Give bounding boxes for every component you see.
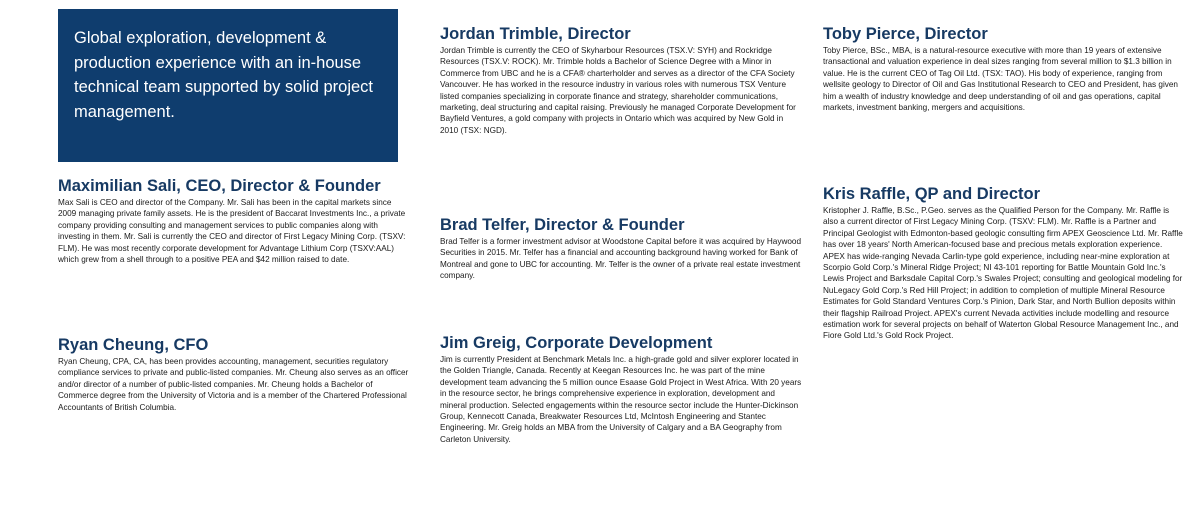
bio-text: Kristopher J. Raffle, B.Sc., P.Geo. serves as the Qualified Person for the Company. Mr. Raffle is also a current director of First Legacy Mining Corp. (TSXV: FLM). Mr. Raffle is a Partner and Principal Geologist with Edmonton-based geologic consulting firm APEX Geoscience Ltd. Mr. Raffle has over 18 years' North American-focused base and precious metals exploration experience. APEX has wide-ranging Nevada Carlin-type gold experience, including near-mine exploration at Scorpio Gold Corp.'s Mineral Ridge Project; NI 43-101 reporting for Battle Mountain Gold Inc.'s Lewis Project and Barksdale Capital Corp.'s Swales Project; consulting and geological modeling for NuLegacy Gold Corp.'s Red Hill Project; in addition to completion of multiple Mineral Resource Estimates for Gold Standard Ventures Corp.'s Pinion, Dark Star, and North Bullion deposits within their flagship Railroad Project. APEX's current Nevada activities include modelling and resource estimation work for several projects on behalf of Waterton Global Resource Management Inc., and Fiore Gold Ltd.'s Gold Rock Project. [823, 206, 1183, 341]
bio-name: Toby Pierce, Director [823, 25, 988, 43]
bio-brad-telfer [440, 215, 802, 282]
bio-text: Toby Pierce, BSc., MBA, is a natural-resource executive with more than 19 years of extensive transactional and valuation experience in deal sizes ranging from several million to $1.3 billion in value. He is the current CEO of Tag Oil Ltd. (TSX: TAO). His body of experience, ranging from wellsite geology to Director of Oil and Gas Institutional Research to CEO and President, has given him a wealth of industry knowledge and deep understanding of oil and gas operations, capital markets, investment banking, mergers and acquisitions. [823, 46, 1178, 113]
bio-maximilian-sali [58, 176, 410, 265]
bio-toby-pierce [823, 24, 1185, 113]
callout-text: Global exploration, development & production experience with an in-house technical team supported by solid project management. [74, 29, 373, 121]
bio-name: Maximilian Sali, CEO, Director & Founder [58, 177, 381, 195]
bio-text: Jim is currently President at Benchmark Metals Inc. a high-grade gold and silver explorer located in the Golden Triangle, Canada. Recently at Keegan Resources Inc. he was part of the mine development team advancing the 5 million ounce Esaase Gold Project in West Africa. With 20 years in the resource sector, he brings comprehensive experience in exploration, development and mineral production. Selected engagements within the resource sector include the Hunter-Dickinson Group, Kennecott Canada, Breakwater Resources Ltd, McIntosh Engineering and Stantec Engineering. Mr. Greig holds an MBA from the University of Calgary and a BA Geography from Carleton University. [440, 355, 802, 444]
bio-text: Ryan Cheung, CPA, CA, has been provides accounting, management, securities regulatory compliance services to private and public-listed companies. Mr. Cheung also serves as an officer and/or director of a number of public-listed companies. Mr. Cheung holds a Bachelor of Commerce degree from the University of Victoria and is a member of the Chartered Professional Accountants of British Columbia. [58, 357, 409, 412]
bio-jim-greig [440, 333, 802, 445]
bio-text: Max Sali is CEO and director of the Company. Mr. Sali has been in the capital markets since 2009 managing private family assets. He is the president of Baccarat Investments Inc., a private company providing consulting and management services to public companies along with investing in them. Mr. Sali is currently the CEO and director of First Legacy Mining Corp. (TSXV: FLM). He was most recently corporate development for Advantage Lithium Corp (TSXV:AAL) which grew from a shell through to a positive PEA and $42 million raised to date. [58, 198, 406, 265]
highlight-callout [58, 9, 398, 162]
bio-name: Kris Raffle, QP and Director [823, 185, 1041, 203]
bio-jordan-trimble [440, 24, 802, 136]
bio-ryan-cheung [58, 335, 410, 413]
bio-name: Ryan Cheung, CFO [58, 336, 209, 354]
bio-text: Brad Telfer is a former investment advisor at Woodstone Capital before it was acquired by Haywood Securities in 2015. Mr. Telfer has a financial and accounting background having worked for Bank of Montreal and gone to UBC for accounting. Mr. Telfer is the owner of a private real estate investment company. [440, 237, 802, 281]
bio-name: Jim Greig, Corporate Development [440, 334, 713, 352]
bio-name: Brad Telfer, Director & Founder [440, 216, 685, 234]
bio-kris-raffle [823, 184, 1185, 342]
bio-text: Jordan Trimble is currently the CEO of Skyharbour Resources (TSX.V: SYH) and Rockridge Resources (TSX.V: ROCK). Mr. Trimble holds a Bachelor of Science Degree with a Minor in Commerce from UBC and he is a CFA® charterholder and serves as a director of the CFA Society Vancouver. He has worked in the resource industry in various roles with numerous TSX Venture listed companies specializing in corporate finance and strategy, shareholder communications, marketing, deal structuring and capital raising. Previously he managed Corporate Development for Bayfield Ventures, a gold company with projects in Ontario which was acquired by New Gold in 2010 (TSX: NGD). [440, 46, 796, 135]
bio-name: Jordan Trimble, Director [440, 25, 631, 43]
